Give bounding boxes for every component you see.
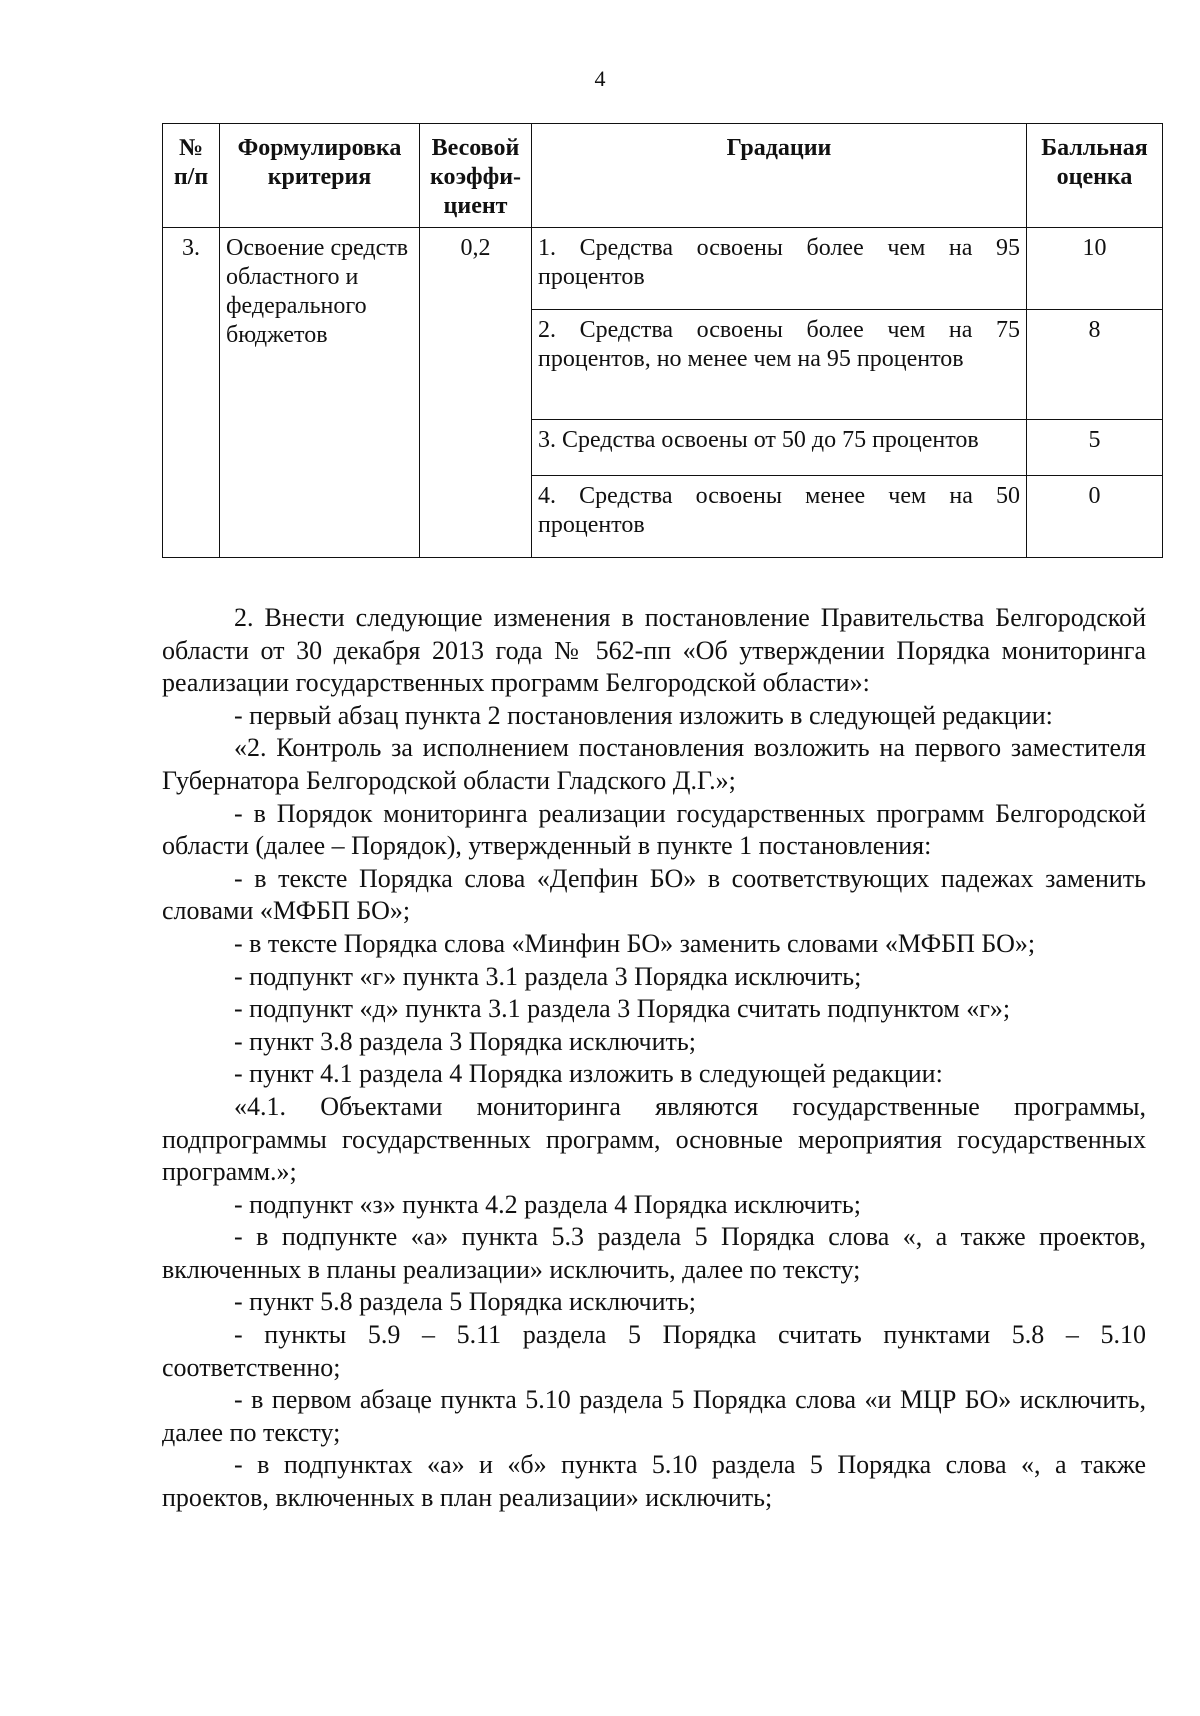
paragraph: - в первом абзаце пункта 5.10 раздела 5 Порядка слова «и МЦР БО» исключить, далее по тексту;: [162, 1385, 1146, 1447]
header-score: Балльная оценка: [1027, 124, 1163, 228]
row-criterion: Освоение средств областного и федерального бюджетов: [220, 228, 420, 558]
score-4: 0: [1027, 476, 1163, 558]
paragraph: - подпункт «д» пункта 3.1 раздела 3 Порядка считать подпунктом «г»;: [234, 994, 1011, 1024]
gradation-1: 1. Средства освоены более чем на 95 процентов: [532, 228, 1027, 310]
body-text: [162, 602, 1146, 1515]
page-number: 4: [594, 66, 606, 91]
paragraph: - пункт 4.1 раздела 4 Порядка изложить в следующей редакции:: [234, 1059, 943, 1089]
header-gradations: Градации: [532, 124, 1027, 228]
table-header-row: [163, 124, 1163, 228]
gradation-4: 4. Средства освоены менее чем на 50 процентов: [532, 476, 1027, 558]
table-row: [163, 228, 1163, 310]
score-1: 10: [1027, 228, 1163, 310]
paragraph: «4.1. Объектами мониторинга являются государственные программы, подпрограммы государственных программ, основные мероприятия государственных программ.»;: [162, 1091, 1146, 1187]
paragraph: - в подпунктах «а» и «б» пункта 5.10 раздела 5 Порядка слова «, а также проектов, включенных в план реализации» исключить;: [162, 1450, 1146, 1513]
paragraph: - подпункт «з» пункта 4.2 раздела 4 Порядка исключить;: [234, 1189, 861, 1219]
paragraph: - в подпункте «а» пункта 5.3 раздела 5 Порядка слова «, а также проектов, включенных в планы реализации» исключить, далее по тексту;: [162, 1222, 1146, 1284]
score-3: 5: [1027, 420, 1163, 476]
score-2: 8: [1027, 310, 1163, 420]
paragraph: - подпункт «г» пункта 3.1 раздела 3 Порядка исключить;: [234, 961, 862, 991]
paragraph: - пункт 3.8 раздела 3 Порядка исключить;: [234, 1026, 696, 1056]
gradation-2: 2. Средства освоены более чем на 75 процентов, но менее чем на 95 процентов: [532, 310, 1027, 420]
header-num: № п/п: [163, 124, 220, 228]
criteria-table: [162, 123, 1163, 558]
header-weight: Весовой коэффи-циент: [420, 124, 532, 228]
paragraph: - в Порядок мониторинга реализации государственных программ Белгородской области (далее – Порядок), утвержденный в пункте 1 постановления:: [162, 798, 1146, 861]
paragraph: - в тексте Порядка слова «Минфин БО» заменить словами «МФБП БО»;: [234, 928, 1036, 958]
paragraph: 2. Внести следующие изменения в постановление Правительства Белгородской области от 30 декабря 2013 года № 562-пп «Об утверждении Порядка мониторинга реализации государственных программ Белгородской области»:: [162, 603, 1146, 698]
paragraph: - пункты 5.9 – 5.11 раздела 5 Порядка считать пунктами 5.8 – 5.10 соответственно;: [162, 1320, 1146, 1382]
row-weight: 0,2: [420, 228, 532, 558]
paragraph: - в тексте Порядка слова «Депфин БО» в соответствующих падежах заменить словами «МФБП БО»;: [162, 863, 1146, 926]
paragraph: «2. Контроль за исполнением постановления возложить на первого заместителя Губернатора Белгородской области Гладского Д.Г.»;: [162, 733, 1146, 795]
paragraph: - первый абзац пункта 2 постановления изложить в следующей редакции:: [234, 700, 1053, 730]
paragraph: - пункт 5.8 раздела 5 Порядка исключить;: [234, 1287, 696, 1317]
row-num: 3.: [163, 228, 220, 558]
gradation-3: 3. Средства освоены от 50 до 75 процентов: [532, 420, 1027, 476]
header-criterion: Формулировка критерия: [220, 124, 420, 228]
